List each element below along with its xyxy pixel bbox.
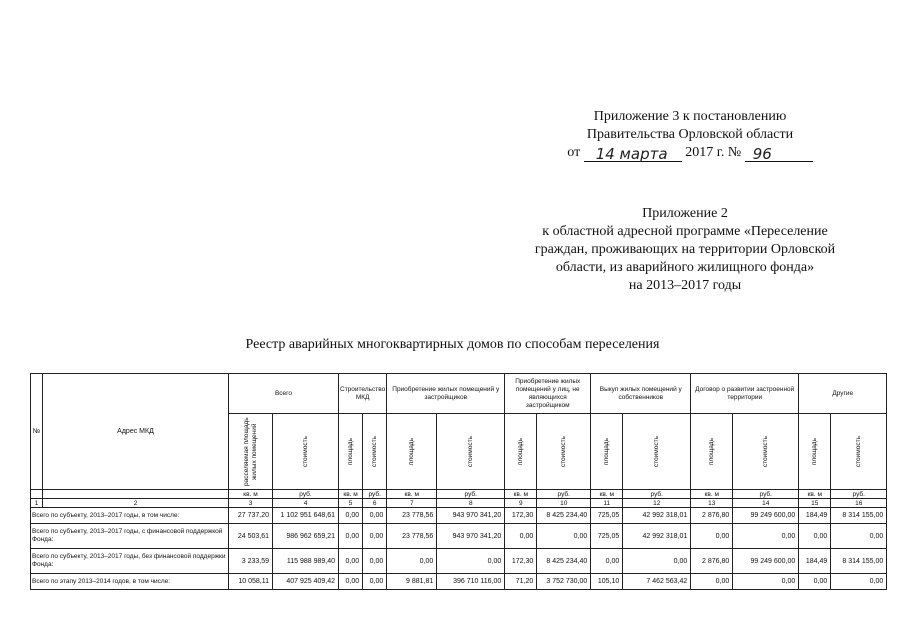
value-cell: 0,00 <box>437 549 505 574</box>
units-row <box>31 490 887 499</box>
from-label: от <box>567 145 581 160</box>
unit-cell: кв. м <box>591 490 623 499</box>
value-cell: 3 233,59 <box>229 549 273 574</box>
appendix2-header <box>500 205 870 295</box>
unit-cell: кв. м <box>505 490 537 499</box>
group-total: Всего <box>229 374 339 414</box>
subhead-cost: стоимость <box>466 435 474 468</box>
value-cell: 0,00 <box>623 549 691 574</box>
group-construction: Строительство МКД <box>339 374 387 414</box>
value-cell: 184,49 <box>799 549 831 574</box>
value-cell: 172,30 <box>505 508 537 524</box>
column-numbers-row <box>31 499 887 508</box>
appendix2-line2: к областной адресной программе «Переселение <box>542 224 828 239</box>
value-cell: 2 876,80 <box>691 549 733 574</box>
value-cell: 1 102 951 648,61 <box>273 508 339 524</box>
value-cell: 172,30 <box>505 549 537 574</box>
value-cell: 396 710 116,00 <box>437 574 505 590</box>
value-cell: 99 249 600,00 <box>733 549 799 574</box>
date-field <box>584 145 682 162</box>
appendix2-line3: граждан, проживающих на территории Орловской <box>534 242 836 257</box>
group-buyout: Выкуп жилых помещений у собственников <box>591 374 691 414</box>
value-cell: 0,00 <box>691 574 733 590</box>
value-cell: 115 988 989,40 <box>273 549 339 574</box>
col-number: 16 <box>831 499 887 508</box>
col-number: 13 <box>691 499 733 508</box>
col-number: 2 <box>43 499 229 508</box>
value-cell: 27 737,20 <box>229 508 273 524</box>
registry-title: Реестр аварийных многоквартирных домов по способам переселения <box>245 337 660 352</box>
col-number: 10 <box>537 499 591 508</box>
unit-cell: руб. <box>537 490 591 499</box>
unit-cell: руб. <box>831 490 887 499</box>
unit-cell: кв. м <box>799 490 831 499</box>
value-cell: 42 992 318,01 <box>623 508 691 524</box>
subhead-cost: стоимость <box>301 435 309 468</box>
row-label: Всего по субъекту, 2013–2017 годы, с финансовой поддержкой Фонда: <box>31 524 229 549</box>
value-cell: 10 058,11 <box>229 574 273 590</box>
subhead-area: площадь <box>516 437 524 466</box>
table-row <box>31 574 887 590</box>
group-territory: Договор о развитии застроенной территории <box>691 374 799 414</box>
subhead-area: площадь <box>602 437 610 466</box>
value-cell: 0,00 <box>537 524 591 549</box>
value-cell: 99 249 600,00 <box>733 508 799 524</box>
value-cell: 0,00 <box>505 524 537 549</box>
unit-cell: руб. <box>733 490 799 499</box>
col-number: 12 <box>623 499 691 508</box>
handwritten-number: 96 <box>752 145 772 163</box>
subhead-area: площадь <box>346 437 354 466</box>
value-cell: 0,00 <box>363 549 387 574</box>
col-number: 7 <box>387 499 437 508</box>
subhead-area: площадь <box>707 437 715 466</box>
unit-cell: руб. <box>623 490 691 499</box>
unit-cell: руб. <box>363 490 387 499</box>
col-number: 15 <box>799 499 831 508</box>
col-number: 6 <box>363 499 387 508</box>
unit-cell: кв. м <box>691 490 733 499</box>
value-cell: 0,00 <box>339 524 363 549</box>
value-cell: 0,00 <box>363 524 387 549</box>
value-cell: 0,00 <box>799 574 831 590</box>
subhead-cost: стоимость <box>761 435 769 468</box>
value-cell: 7 462 563,42 <box>623 574 691 590</box>
row-label: Всего по субъекту, 2013–2017 годы, без финансовой поддержки Фонда: <box>31 549 229 574</box>
handwritten-date: 14 марта <box>595 145 668 163</box>
row-label: Всего по этапу 2013–2014 годов, в том числе: <box>31 574 229 590</box>
value-cell: 24 503,61 <box>229 524 273 549</box>
value-cell: 2 876,80 <box>691 508 733 524</box>
value-cell: 986 962 659,21 <box>273 524 339 549</box>
subhead-area-resettled: расселяемая площадь жилых помещений <box>242 417 258 486</box>
value-cell: 0,00 <box>733 524 799 549</box>
subhead-cost: стоимость <box>854 435 862 468</box>
unit-cell: кв. м <box>387 490 437 499</box>
appendix2-line1: Приложение 2 <box>642 206 728 221</box>
col-number: 9 <box>505 499 537 508</box>
col-address-header: Адрес МКД <box>43 374 229 490</box>
value-cell: 184,49 <box>799 508 831 524</box>
value-cell: 0,00 <box>339 508 363 524</box>
value-cell: 8 425 234,40 <box>537 549 591 574</box>
group-acquire-dev: Приобретение жилых помещений у застройщиков <box>387 374 505 414</box>
col-number: 1 <box>31 499 43 508</box>
value-cell: 0,00 <box>339 549 363 574</box>
col-number: 4 <box>273 499 339 508</box>
unit-cell: руб. <box>273 490 339 499</box>
appendix3-line1: Приложение 3 к постановлению <box>593 109 787 124</box>
value-cell: 71,20 <box>505 574 537 590</box>
value-cell: 42 992 318,01 <box>623 524 691 549</box>
value-cell: 0,00 <box>831 524 887 549</box>
value-cell: 8 314 155,00 <box>831 549 887 574</box>
group-header-row <box>31 374 887 414</box>
subhead-area: площадь <box>810 437 818 466</box>
subhead-cost: стоимость <box>370 435 378 468</box>
unit-cell: руб. <box>437 490 505 499</box>
table-row <box>31 508 887 524</box>
subhead-cost: стоимость <box>559 435 567 468</box>
subhead-cost: стоимость <box>652 435 660 468</box>
year-label: 2017 г. № <box>685 145 742 160</box>
appendix2-line4: области, из аварийного жилищного фонда» <box>555 260 815 275</box>
unit-cell: кв. м <box>339 490 363 499</box>
value-cell: 0,00 <box>387 549 437 574</box>
subhead-area: площадь <box>407 437 415 466</box>
value-cell: 0,00 <box>363 508 387 524</box>
value-cell: 0,00 <box>799 524 831 549</box>
value-cell: 0,00 <box>691 524 733 549</box>
value-cell: 943 970 341,20 <box>437 508 505 524</box>
value-cell: 407 925 409,42 <box>273 574 339 590</box>
group-acquire-nondev: Приобретение жилых помещений у лиц, не являющихся застройщиком <box>505 374 591 414</box>
col-number: 3 <box>229 499 273 508</box>
value-cell: 105,10 <box>591 574 623 590</box>
value-cell: 943 970 341,20 <box>437 524 505 549</box>
value-cell: 0,00 <box>733 574 799 590</box>
unit-cell: кв. м <box>229 490 273 499</box>
col-number: 14 <box>733 499 799 508</box>
appendix3-date-line <box>520 144 860 162</box>
value-cell: 0,00 <box>363 574 387 590</box>
value-cell: 23 778,56 <box>387 508 437 524</box>
registry-table <box>30 373 887 590</box>
value-cell: 0,00 <box>339 574 363 590</box>
appendix3-header <box>520 108 860 162</box>
value-cell: 0,00 <box>591 549 623 574</box>
col-number: 8 <box>437 499 505 508</box>
row-label: Всего по субъекту, 2013–2017 годы, в том числе: <box>31 508 229 524</box>
group-other: Другие <box>799 374 887 414</box>
appendix2-line5: на 2013–2017 годы <box>628 278 742 293</box>
table-row <box>31 524 887 549</box>
col-no-header: № <box>31 374 43 490</box>
col-number: 11 <box>591 499 623 508</box>
value-cell: 725,05 <box>591 508 623 524</box>
appendix3-line2: Правительства Орловской области <box>586 127 794 142</box>
value-cell: 8 314 155,00 <box>831 508 887 524</box>
value-cell: 8 425 234,40 <box>537 508 591 524</box>
table-row <box>31 549 887 574</box>
value-cell: 0,00 <box>831 574 887 590</box>
value-cell: 23 778,56 <box>387 524 437 549</box>
value-cell: 725,05 <box>591 524 623 549</box>
number-field <box>745 145 813 162</box>
value-cell: 3 752 730,00 <box>537 574 591 590</box>
value-cell: 9 881,81 <box>387 574 437 590</box>
col-number: 5 <box>339 499 363 508</box>
